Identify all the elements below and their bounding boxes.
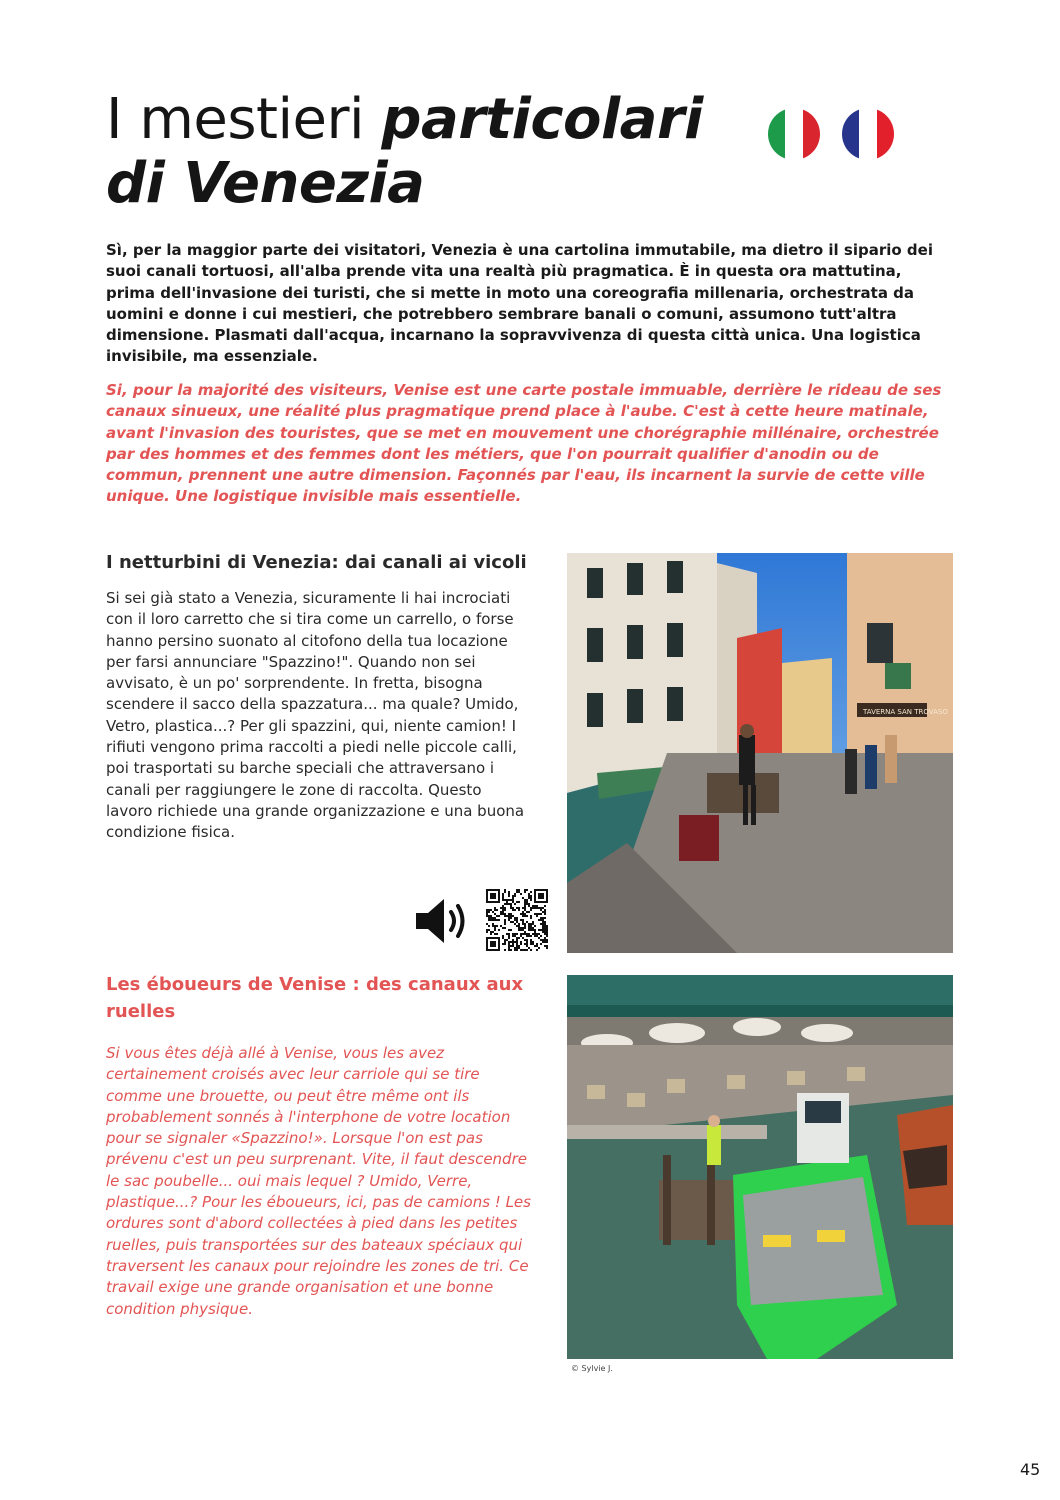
- photo-credit: © Sylvie J.: [571, 1364, 613, 1373]
- intro-italian: Sì, per la maggior parte dei visitatori, Venezia è una cartolina immutabile, ma dietro il sipario dei suoi canali tortuosi, all'alba prende vita una realtà più pragmatica. È in questa ora mattutina, prima dell'invasione dei turisti, che si mette in moto una coreografia millenaria, orchestrata da uomini e donne i cui mestieri, che potrebbero sembrare banali o comuni, assumono tutt'altra dimensione. Plasmati dall'acqua, incarnano la sopravvivenza di questa città unica. Una logistica invisibile, ma essenziale.: [106, 241, 933, 366]
- flag-stripe: [859, 108, 876, 160]
- flag-stripe: [803, 108, 820, 160]
- speaker-icon[interactable]: [414, 894, 470, 948]
- flag-stripe: [785, 108, 802, 160]
- france-flag-icon: [842, 108, 894, 160]
- street-canal-photo: [567, 553, 953, 953]
- qr-code-icon[interactable]: [486, 889, 548, 951]
- flag-stripe: [842, 108, 859, 160]
- taverna-sign: TAVERNA SAN TROVASO: [863, 708, 948, 716]
- title-plain: I mestieri: [106, 87, 382, 152]
- garbage-boat-photo: [567, 975, 953, 1359]
- title-line-2: di Venezia: [106, 151, 425, 216]
- flag-stripe: [768, 108, 785, 160]
- page-title: [106, 88, 703, 216]
- title-emphasis: particolari: [381, 87, 703, 152]
- italy-flag-icon: [768, 108, 820, 160]
- section-heading-italian: I netturbini di Venezia: dai canali ai vicoli: [106, 552, 527, 573]
- intro-french: Si, pour la majorité des visiteurs, Venise est une carte postale immuable, derrière le rideau de ses canaux sinueux, une réalité plus pragmatique prend place à l'aube. C'est à cette heure matinale, avant l'invasion des touristes, que se met en mouvement une chorégraphie millénaire, orchestrée par des hommes et des femmes dont les métiers, que l'on pourrait qualifier d'anodin ou de commun, prennent une autre dimension. Façonnés par l'eau, ils incarnent la survie de cette ville unique. Une logistique invisible mais essentielle.: [106, 381, 942, 506]
- page-number: 45: [1020, 1460, 1041, 1479]
- section-body-french: Si vous êtes déjà allé à Venise, vous les avez certainement croisés avec leur carriole qui se tire comme une brouette, ou peut être même ont ils probablement sonnés à l'interphone de votre location pour se signaler «Spazzino!». Lorsque l'on est pas prévenu c'est un peu surprenant. Vite, il faut descendre le sac poubelle... oui mais lequel ? Umido, Verre, plastique...? Pour les éboueurs, ici, pas de camions ! Les ordures sont d'abord collectées à pied dans les petites ruelles, puis transportées sur des bateaux spéciaux qui traversent les canaux pour rejoindre les zones de tri. Ce travail exige une grande organisation et une bonne condition physique.: [106, 1044, 531, 1318]
- section-heading-french: Les éboueurs de Venise : des canaux aux ruelles: [106, 974, 524, 1022]
- section-body-italian: Si sei già stato a Venezia, sicuramente li hai incrociati con il loro carretto che si tira come un carrello, o forse hanno persino suonato al citofono della tua locazione per farsi annunciare "Spazzino!". Quando non sei avvisato, è un po' sorprendente. In fretta, bisogna scendere il sacco della spazzatura... ma quale? Umido, Vetro, plastica...? Per gli spazzini, qui, niente camion! I rifiuti vengono prima raccolti a piedi nelle piccole calli, poi trasportati su barche speciali che attraversano i canali per raggiungere le zone di raccolta. Questo lavoro richiede una grande organizzazione e una buona condizione fisica.: [106, 589, 525, 842]
- flag-stripe: [877, 108, 894, 160]
